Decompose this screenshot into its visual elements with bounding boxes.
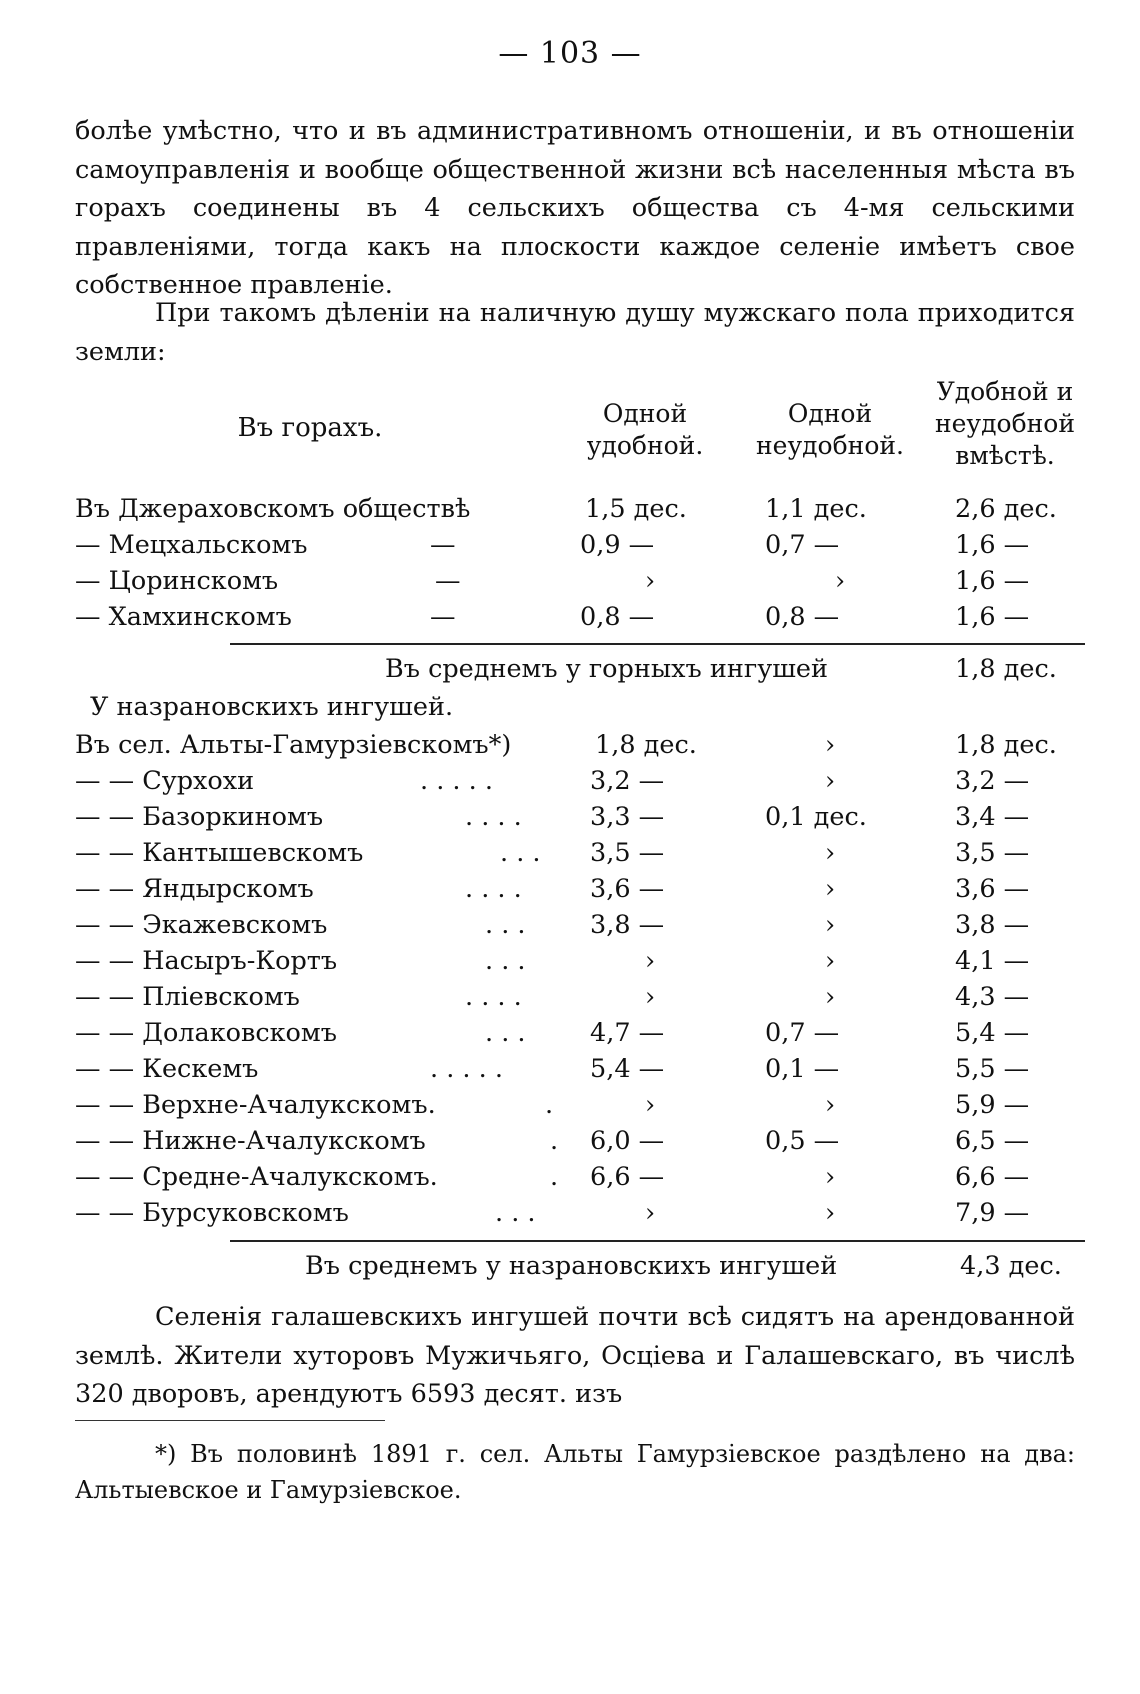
table-row xyxy=(75,526,1085,564)
row-name: — — Яндырскомъ xyxy=(75,874,314,904)
row-name: — Мецхальскомъ xyxy=(75,530,308,560)
table-row xyxy=(75,1122,1085,1160)
row-dash: — xyxy=(430,602,456,632)
row-dots: . . . xyxy=(485,946,526,976)
value-total: 6,5 — xyxy=(955,1126,1030,1156)
value-unusable: › xyxy=(825,730,836,760)
value-unusable: › xyxy=(825,946,836,976)
value-usable: 0,8 — xyxy=(580,602,655,632)
row-name: Въ Джераховскомъ обществѣ xyxy=(75,494,471,524)
value-total: 5,4 — xyxy=(955,1018,1030,1048)
value-total: 3,4 — xyxy=(955,802,1030,832)
divider-rule xyxy=(230,1240,1085,1242)
mountain-average-value: 1,8 дес. xyxy=(955,654,1057,684)
table-row xyxy=(75,1050,1085,1088)
value-total: 4,3 — xyxy=(955,982,1030,1012)
value-unusable: › xyxy=(825,1162,836,1192)
paragraph-3 xyxy=(75,1298,1075,1414)
row-name: — — Долаковскомъ xyxy=(75,1018,337,1048)
row-name: — — Бурсуковскомъ xyxy=(75,1198,349,1228)
mountain-average-label: Въ среднемъ у горныхъ ингушей xyxy=(385,654,829,684)
table-row xyxy=(75,870,1085,908)
row-dots: . . . . . xyxy=(420,766,493,796)
row-name: — — Пліевскомъ xyxy=(75,982,300,1012)
value-usable: 1,8 дес. xyxy=(595,730,697,760)
value-total: 5,5 — xyxy=(955,1054,1030,1084)
row-dots: . . . xyxy=(485,910,526,940)
value-total: 3,8 — xyxy=(955,910,1030,940)
value-total: 7,9 — xyxy=(955,1198,1030,1228)
footnote xyxy=(75,1436,1075,1508)
row-name: — Цоринскомъ xyxy=(75,566,279,596)
value-unusable: › xyxy=(825,766,836,796)
row-dots: . xyxy=(550,1162,559,1192)
paragraph-2-text: При такомъ дѣленіи на наличную душу мужскаго пола приходится земли: xyxy=(75,298,1075,367)
value-usable: 5,4 — xyxy=(590,1054,665,1084)
row-name: — — Нижне-Ачалукскомъ xyxy=(75,1126,426,1156)
value-usable: › xyxy=(645,982,656,1012)
value-total: 6,6 — xyxy=(955,1162,1030,1192)
row-dots: . xyxy=(550,1126,559,1156)
row-name: — — Верхне-Ачалукскомъ. xyxy=(75,1090,436,1120)
row-name: — — Насыръ-Кортъ xyxy=(75,946,338,976)
table-row xyxy=(75,978,1085,1016)
row-dots: . xyxy=(545,1090,554,1120)
row-dots: . . . . xyxy=(465,802,522,832)
value-usable: › xyxy=(645,1198,656,1228)
value-total: 1,6 — xyxy=(955,566,1030,596)
value-unusable: › xyxy=(825,874,836,904)
value-total: 4,1 — xyxy=(955,946,1030,976)
row-dots: . . . . xyxy=(465,982,522,1012)
value-unusable: 0,7 — xyxy=(765,530,840,560)
value-unusable: 0,8 — xyxy=(765,602,840,632)
row-dots: . . . . . xyxy=(430,1054,503,1084)
row-name: — — Кескемъ xyxy=(75,1054,259,1084)
value-usable: 3,2 — xyxy=(590,766,665,796)
row-name: — — Базоркиномъ xyxy=(75,802,324,832)
value-unusable: › xyxy=(825,838,836,868)
table-row xyxy=(75,726,1085,764)
value-total: 5,9 — xyxy=(955,1090,1030,1120)
paragraph-2 xyxy=(75,294,1075,371)
value-total: 1,6 — xyxy=(955,602,1030,632)
table-row xyxy=(75,1014,1085,1052)
row-name: — — Сурхохи xyxy=(75,766,255,796)
header-mountains: Въ горахъ. xyxy=(237,413,383,443)
row-dash: — xyxy=(430,530,456,560)
table-row xyxy=(75,490,1085,528)
nazran-title: У назрановскихъ ингушей. xyxy=(90,692,454,722)
row-name: — — Кантышевскомъ xyxy=(75,838,364,868)
value-unusable: 0,7 — xyxy=(765,1018,840,1048)
value-unusable: 0,5 — xyxy=(765,1126,840,1156)
value-unusable: › xyxy=(835,566,846,596)
paragraph-1: болѣе умѣстно, что и въ административномъ отношеніи, и въ отношеніи самоуправленія и вообще общественной жизни всѣ населенныя мѣста въ горахъ соединены въ 4 сельскихъ общества съ 4-мя сельскими правленіями, тогда какъ на плоскости каждое селеніе имѣетъ свое собственное правленіе. xyxy=(75,116,1075,300)
row-name: — Хамхинскомъ xyxy=(75,602,292,632)
value-total: 3,2 — xyxy=(955,766,1030,796)
row-dots: . . . xyxy=(485,1018,526,1048)
value-usable: › xyxy=(645,946,656,976)
row-name: Въ сел. Альты-Гамурзіевскомъ*) xyxy=(75,730,512,760)
value-usable: 6,0 — xyxy=(590,1126,665,1156)
table-row xyxy=(75,598,1085,636)
table-row xyxy=(75,798,1085,836)
table-row xyxy=(75,1158,1085,1196)
table-row xyxy=(75,906,1085,944)
nazran-average-value: 4,3 дес. xyxy=(960,1251,1062,1281)
value-total: 3,6 — xyxy=(955,874,1030,904)
value-usable: 6,6 — xyxy=(590,1162,665,1192)
table-row xyxy=(75,762,1085,800)
header-unusable: Одной неудобной. xyxy=(756,399,904,460)
table-row xyxy=(75,1194,1085,1232)
nazran-average-label: Въ среднемъ у назрановскихъ ингушей xyxy=(305,1251,838,1281)
value-total: 3,5 — xyxy=(955,838,1030,868)
value-usable: 3,3 — xyxy=(590,802,665,832)
row-dots: . . . . xyxy=(465,874,522,904)
value-usable: 3,6 — xyxy=(590,874,665,904)
header-usable: Одной удобной. xyxy=(586,399,704,460)
value-unusable: › xyxy=(825,1198,836,1228)
table-row xyxy=(75,834,1085,872)
row-name: — — Средне-Ачалукскомъ. xyxy=(75,1162,438,1192)
value-usable: 3,8 — xyxy=(590,910,665,940)
paragraph-3-text: Селенія галашевскихъ ингушей почти всѣ сидятъ на арендованной землѣ. Жители хуторовъ Мужичьяго, Осціева и Галашевскаго, въ числѣ 320 дворовъ, арендуютъ 6593 десят. изъ xyxy=(75,1302,1075,1409)
row-dots: . . . xyxy=(500,838,541,868)
row-dots: . . . xyxy=(495,1198,536,1228)
value-unusable: 1,1 дес. xyxy=(765,494,867,524)
value-usable: 0,9 — xyxy=(580,530,655,560)
row-dash: — xyxy=(435,566,461,596)
value-total: 1,6 — xyxy=(955,530,1030,560)
footnote-text: *) Въ половинѣ 1891 г. сел. Альты Гамурзіевское раздѣлено на два: Альтыевское и Гамурзіевское. xyxy=(75,1440,1075,1504)
value-unusable: › xyxy=(825,1090,836,1120)
table-row xyxy=(75,1086,1085,1124)
value-usable: 1,5 дес. xyxy=(585,494,687,524)
page-number: — 103 — xyxy=(498,36,642,71)
value-unusable: 0,1 — xyxy=(765,1054,840,1084)
footnote-rule xyxy=(75,1420,385,1421)
table-row xyxy=(75,562,1085,600)
value-total: 2,6 дес. xyxy=(955,494,1057,524)
header-total: Удобной и неудобной вмѣстѣ. xyxy=(934,377,1076,470)
divider-rule xyxy=(230,643,1085,645)
value-total: 1,8 дес. xyxy=(955,730,1057,760)
row-name: — — Экажевскомъ xyxy=(75,910,328,940)
value-usable: › xyxy=(645,1090,656,1120)
value-unusable: 0,1 дес. xyxy=(765,802,867,832)
value-usable: 3,5 — xyxy=(590,838,665,868)
value-unusable: › xyxy=(825,982,836,1012)
value-usable: 4,7 — xyxy=(590,1018,665,1048)
value-unusable: › xyxy=(825,910,836,940)
value-usable: › xyxy=(645,566,656,596)
table-row xyxy=(75,942,1085,980)
